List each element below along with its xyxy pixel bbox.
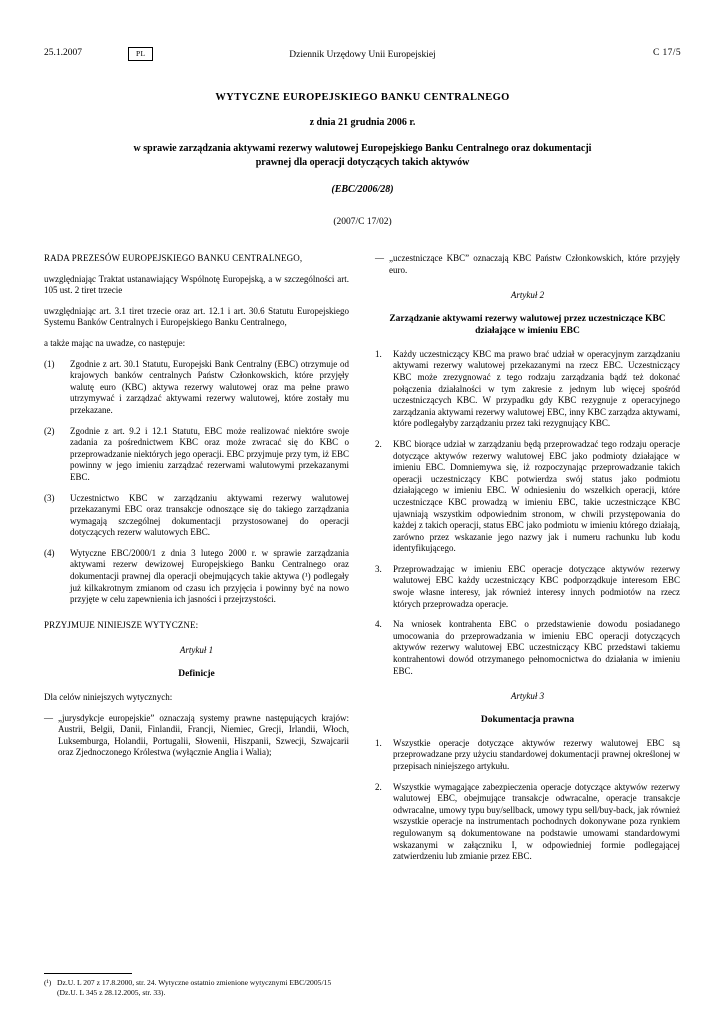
paragraph-number: 3. [375,563,382,574]
document-title: WYTYCZNE EUROPEJSKIEGO BANKU CENTRALNEGO [215,92,510,103]
document-oj-reference: (2007/C 17/02) [333,217,392,227]
paragraph-number: 4. [375,619,382,630]
adoption-statement: PRZYJMUJE NINIEJSZE WYTYCZNE: [44,619,199,630]
document-subtitle: w sprawie zarządzania aktywami rezerwy walutowej Europejskiego Banku Centralnego oraz dokumentacji prawnej dla operacji dotyczących takich aktywów [133,143,592,168]
footnote-text: Dz.U. L 207 z 17.8.2000, str. 24. Wytyczne ostatnio zmienione wytycznymi EBC/2005/15 (Dz.U. L 345 z 28.12.2005, str. 33). [57,978,332,997]
footnote-rule [44,973,132,974]
article-paragraph [375,439,680,555]
preamble-treaty: uwzględniając Traktat ustanawiający Wspólnotę Europejską, a w szczególności art. 105 ust. 2 tiret trzecie [44,273,349,296]
paragraph-text: Wszystkie operacje dotyczące aktywów rezerwy walutowej EBC są przeprowadzane przy użyciu standardowej dokumentacji prawnej określonej w przepisach niniejszego artykułu. [393,737,680,771]
recital-item [44,493,349,539]
article-paragraph [375,782,680,863]
left-column [44,253,349,872]
paragraph-text: Każdy uczestniczący KBC ma prawo brać udział w operacyjnym zarządzaniu aktywami rezerwy walutowej przekazanymi na rzecz EBC. Uczestniczący KBC może zrezygnować z tego rodzaju zarządzania bądź też dokonać połączenia działalności w tym zakresie z jednym lub więcej spośród uczestniczących KBC. W przypadku gdy KBC rezygnuje z operacyjnego zarządzania aktywami rezerwy walutowej EBC, inny KBC zarządza aktywami, które podlegałyby zarządzaniu przez taki rezygnujący KBC. [393,348,680,429]
footnote-marker: (¹) [44,978,52,987]
recital-item [44,426,349,484]
paragraph-text: KBC biorące udział w zarządzaniu będą przeprowadzać tego rodzaju operacje dotyczące aktywów rezerwy walutowej EBC jako podmioty działające w imieniu EBC. Domniemywa się, iż rozpoczynając przeprowadzanie takich operacji uczestniczący KBC potwierdza swój status jako podmiotu działającego w imieniu EBC. W odniesieniu do wszelkich operacji, które uczestniczące KBC prowadzą w imieniu EBC, takie uczestniczące KBC ujawniają wszystkim odpowiednim stronom, w chwili przystępowania do każdej z takich operacji, status EBC jako podmiotu w imieniu którego działają, zarówno przez wskazanie jego nazwy jak i numeru rachunku lub kodu identyfikującego. [393,438,680,554]
title-block [116,92,609,227]
preamble-statute: uwzględniając art. 3.1 tiret trzecie oraz art. 12.1 i art. 30.6 Statutu Europejskiego Systemu Banków Centralnych i Europejskiego Banku Centralnego, [44,305,349,328]
footnote [44,969,349,998]
definition-item [44,713,349,759]
recital-text: Zgodnie z art. 9.2 i 12.1 Statutu, EBC może realizować niektóre swoje zadania za pośrednictwem KBC oraz może zwracać się do KBC o przeprowadzanie niektórych jego operacji. EBC przyjmuje przy tym, iż EBC powinny w jego imieniu zarządzać rezerwami walutowymi przekazanymi EBC. [70,425,349,482]
header-language-badge: PL [128,47,153,61]
preamble-whereas: a także mając na uwadze, co następuje: [44,337,186,348]
recital-number: (1) [44,358,55,369]
article-paragraph [375,738,680,773]
paragraph-text: Na wniosek kontrahenta EBC o przedstawienie dowodu posiadanego umocowania do przeprowadzania w imieniu EBC operacji dotyczących aktywów rezerwy walutowej EBC uczestniczący KBC przedstawi takiemu kontrahentowi dowód otrzymanego pełnomocnictwa do działania w imieniu EBC. [393,619,680,676]
recital-text: Uczestnictwo KBC w zarządzaniu aktywami rezerwy walutowej przekazanymi EBC oraz transakcje odnoszące się do takiego zarządzania wymagają szczególnej dokumentacji przystosowanej do operacji dotyczących rezerw walutowych EBC. [70,492,349,538]
article-3-title: Dokumentacja prawna [480,714,575,725]
article-2-title: Zarządzanie aktywami rezerwy walutowej przez uczestniczące KBC działające w imieniu EBC [389,313,666,336]
recital-text: Zgodnie z art. 30.1 Statutu, Europejski Bank Centralny (EBC) otrzymuje od krajowych banków centralnych Państw Członkowskich, które przyjęły walutę euro (KBC) aktywa rezerwy walutowej oraz ma pełne prawo utrzymywać i zarządzać aktywami rezerwy walutowej, które zostały mu przekazane. [70,358,349,415]
paragraph-text: Wszystkie wymagające zabezpieczenia operacje dotyczące aktywów rezerwy walutowej EBC, obejmujące transakcje odwracalne, operacje transakcje odwracalne, umowy typu buy/sellback, umowy typu sell/buy-back, jak również wszystkie operacje na instrumentach pochodnych dokonywane poza rynkiem regulowanym są dokumentowane na podstawie umowami standardowymi wskazanymi w załączniku I, w odpowiedniej formie podlegającej zatwierdzeniu lub zmianie przez EBC. [393,781,680,862]
issuing-authority: RADA PREZESÓW EUROPEJSKIEGO BANKU CENTRALNEGO, [44,253,303,263]
recital-number: (4) [44,547,55,558]
header-date: 25.1.2007 [44,48,82,58]
definition-text: „uczestniczące KBC” oznaczają KBC Państw Członkowskich, które przyjęły euro. [389,253,680,275]
document-date: z dnia 21 grudnia 2006 r. [309,117,416,128]
recital-number: (3) [44,492,55,503]
content-columns [44,253,681,872]
article-paragraph [375,564,680,610]
header-journal-title: Dziennik Urzędowy Unii Europejskiej [289,50,436,60]
paragraph-number: 1. [375,737,382,748]
recital-item [44,359,349,417]
right-column [375,253,680,872]
paragraph-number: 2. [375,438,382,449]
paragraph-text: Przeprowadzając w imieniu EBC operacje dotyczące aktywów rezerwy walutowej EBC każdy uczestniczący KBC podporządkuje interesom EBC swoje własne interesy, jak również interesy innych podmiotów na rzecz których przeprowadza operacje. [393,563,680,609]
article-paragraph [375,619,680,677]
definition-text: „jurysdykcje europejskie” oznaczają systemy prawne następujących krajów: Austrii, Belgii, Danii, Finlandii, Francji, Niemiec, Grecji, Irlandii, Włoch, Luksemburga, Holandii, Portugalii, Słowenii, Hiszpanii, Szwecji, Szwajcarii oraz Zjednoczonego Królestwa (wyłącznie Anglia i Walia); [58,712,349,758]
article-1-title: Definicje [178,669,215,680]
recital-item [44,548,349,606]
document-code: (EBC/2006/28) [331,184,394,195]
definitions-intro: Dla celów niniejszych wytycznych: [44,692,173,703]
page-header [44,48,681,62]
header-page-reference: C 17/5 [652,48,681,58]
article-paragraph [375,349,680,430]
article-3-label: Artykuł 3 [510,691,545,702]
recital-number: (2) [44,425,55,436]
definition-item [375,253,680,276]
article-1-label: Artykuł 1 [179,645,214,656]
recital-text: Wytyczne EBC/2000/1 z dnia 3 lutego 2000 r. w sprawie zarządzania aktywami rezerw dewizowej Europejskiego Banku Centralnego oraz dokumentacji prawnej dla operacji obejmujących takie aktywa (¹) podlegały już kilkakrotnym zmianom od czasu ich przyjęcia i powinny być na nowo przyjęte w celu zapewnienia ich jasności i przejrzystości. [70,547,349,605]
dash-marker: — [44,712,53,723]
paragraph-number: 1. [375,348,382,359]
article-2-label: Artykuł 2 [510,290,545,301]
paragraph-number: 2. [375,781,382,792]
dash-marker: — [375,253,384,263]
